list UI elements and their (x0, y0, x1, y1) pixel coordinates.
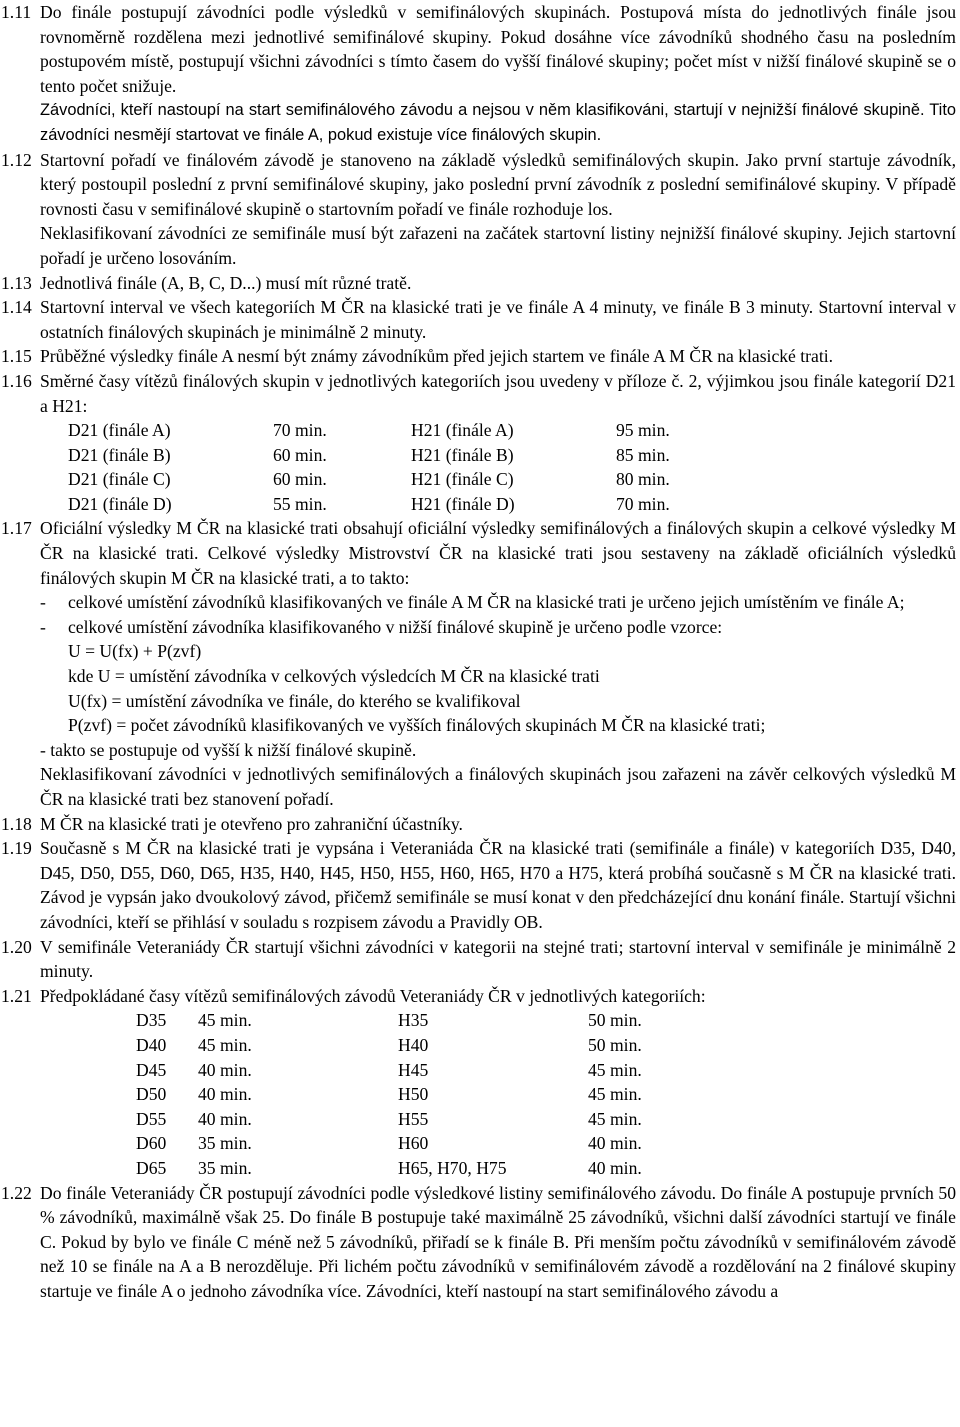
rule-paragraph: Do finále Veteraniády ČR postupují závodníci podle výsledkové listiny semifinálového závodu. Do finále A postupuje prvních 50 % závodníků, maximálně však 25. Do finále B postupuje také maximálně 25 závodníků, všichni další závodníci startují ve finále C. Pokud by bylo ve finále C méně než 5 závodníků, přiřadí se k finále B. Při menším počtu závodníků v semifinálovém závodě než 10 se finále na A a B nerozděluje. Při lichém počtu závodníků v semifinálovém závodě a rozdělování na 2 finálové skupiny startuje ve finále A o jednoho závodníka více. Závodníci, kteří nastoupí na start semifinálového závodu a (40, 1182, 956, 1301)
table-cell: D21 (finále C) (68, 469, 171, 490)
rule-body (40, 935, 960, 984)
table-cell: H21 (finále C) (411, 469, 514, 490)
rule-paragraph: Oficiální výsledky M ČR na klasické trati obsahují oficiální výsledky semifinálových a finálových skupin a celkové výsledky M ČR na klasické trati. Celkové výsledky Mistrovství ČR na klasické trati jsou sestaveny na základě oficiálních výsledků finálových skupin M ČR na klasické trati, a to takto: (40, 518, 956, 588)
rule-paragraph: Průběžné výsledky finále A nesmí být známy závodníkům před jejich startem ve finále A M ČR na klasické trati. (40, 346, 833, 367)
rule-1-19 (0, 836, 960, 934)
rule-1-22 (0, 1181, 960, 1304)
rule-1-17 (0, 516, 960, 811)
rule-1-18 (0, 812, 960, 837)
table-cell: 35 min. (198, 1133, 252, 1154)
table-cell: 60 min. (273, 469, 327, 490)
formula-legend: P(zvf) = počet závodníků klasifikovaných ve vyšších finálových skupinách M ČR na klasické trati; (68, 715, 766, 736)
rule-1-21 (0, 984, 960, 1181)
table-cell: 50 min. (588, 1010, 642, 1031)
rule-number: 1.22 (1, 1182, 32, 1203)
table-cell: H45 (398, 1059, 429, 1080)
rule-number: 1.20 (1, 936, 32, 957)
table-cell: 45 min. (588, 1108, 642, 1129)
rule-body (40, 344, 960, 369)
rule-1-11 (0, 0, 960, 148)
table-cell: H21 (finále B) (411, 444, 514, 465)
table-cell: D21 (finále B) (68, 444, 171, 465)
table-cell: 50 min. (588, 1034, 642, 1055)
rule-body (40, 369, 960, 517)
table-cell: D65 (136, 1157, 167, 1178)
table-cell: H60 (398, 1133, 429, 1154)
table-cell: H50 (398, 1084, 429, 1105)
list-item-text: celkové umístění závodníků klasifikovaných ve finále A M ČR na klasické trati je určeno jejich umístěním ve finále A; (68, 592, 905, 613)
rule-body (40, 0, 960, 148)
rule-body (40, 271, 960, 296)
table-cell: 40 min. (198, 1108, 252, 1129)
rule-paragraph: Do finále postupují závodníci podle výsledků v semifinálových skupinách. Postupová místa do jednotlivých finále jsou rovnoměrně rozdělena mezi jednotlivé semifinálové skupiny. Pokud dosáhne více závodníků shodného času na posledním postupovém místě, postupují všichni závodníci s tímto časem do vyšší finálové skupiny; počet míst v nižší finálové skupině se o tento počet snižuje. (40, 2, 956, 96)
rule-body (40, 295, 960, 344)
rule-paragraph: Jednotlivá finále (A, B, C, D...) musí mít různé tratě. (40, 272, 412, 293)
rule-paragraph: Směrné časy vítězů finálových skupin v jednotlivých kategoriích jsou uvedeny v příloze č. 2, výjimkou jsou finále kategorií D21 a H21: (40, 370, 956, 416)
table-cell: 40 min. (588, 1157, 642, 1178)
table-cell: 45 min. (588, 1059, 642, 1080)
dash-bullet: - (40, 616, 46, 637)
table-cell: D60 (136, 1133, 167, 1154)
table-cell: 95 min. (616, 420, 670, 441)
rule-number: 1.12 (1, 149, 32, 170)
rule-number: 1.15 (1, 346, 32, 367)
rule-paragraph: V semifinále Veteraniády ČR startují všichni závodníci v kategorii na stejné trati; startovní interval v semifinále je minimálně 2 minuty. (40, 936, 956, 982)
rule-paragraph: Startovní interval ve všech kategoriích M ČR na klasické trati je ve finále A 4 minuty, ve finále B 3 minuty. Startovní interval v ostatních finálových skupinách je minimálně 2 minuty. (40, 297, 956, 342)
table-cell: H35 (398, 1010, 429, 1031)
rule-body (40, 836, 960, 934)
formula-legend: U(fx) = umístění závodníka ve finále, do kterého se kvalifikoval (68, 690, 521, 711)
table-cell: 40 min. (198, 1059, 252, 1080)
formula-legend: kde U = umístění závodníka v celkových výsledcích M ČR na klasické trati (68, 666, 600, 687)
table-cell: H55 (398, 1108, 429, 1129)
rule-number: 1.19 (1, 838, 32, 859)
table-cell: 70 min. (616, 493, 670, 514)
table-cell: D55 (136, 1108, 167, 1129)
rule-paragraph: Současně s M ČR na klasické trati je vypsána i Veteraniáda ČR na klasické trati (semifinále a finále) v kategoriích D35, D40, D45, D50, D55, D60, D65, H35, H40, H45, H50, H55, H60, H65, H70 a H75, která probíhá současně s M ČR na klasické trati. Závod je vypsán jako dvoukolový závod, přičemž semifinále se musí konat v den předcházející dnu konání finále. Startují všichni závodníci, kteří se přihlásí v souladu s rozpisem závodu a Pravidly OB. (40, 838, 956, 932)
rule-1-12 (0, 148, 960, 271)
table-cell: H65, H70, H75 (398, 1157, 507, 1178)
table-cell: D50 (136, 1084, 167, 1105)
rule-paragraph: Startovní pořadí ve finálovém závodě je stanoveno na základě výsledků semifinálových skupin. Jako první startuje závodník, který postoupil poslední z první semifinálové skupiny, jako poslední první závodník z poslední semifinálové skupiny. V případě rovnosti času v semifinálové skupině o startovním pořadí ve finále rozhoduje los. (40, 149, 956, 219)
rule-number: 1.14 (1, 297, 32, 318)
rule-paragraph: Předpokládané časy vítězů semifinálových závodů Veteraniády ČR v jednotlivých kategoriích: (40, 985, 706, 1006)
list-item (40, 615, 956, 640)
formula: U = U(fx) + P(zvf) (68, 641, 202, 662)
rule-number: 1.11 (1, 2, 32, 22)
rule-1-14 (0, 295, 960, 344)
rule-number: 1.16 (1, 370, 32, 391)
list-item (40, 590, 956, 615)
table-cell: D45 (136, 1059, 167, 1080)
rule-number: 1.17 (1, 518, 32, 539)
table-cell: 45 min. (588, 1084, 642, 1105)
rule-1-15 (0, 344, 960, 369)
rule-1-16 (0, 369, 960, 517)
table-cell: H21 (finále A) (411, 420, 514, 441)
rule-1-20 (0, 935, 960, 984)
table-cell: 40 min. (198, 1084, 252, 1105)
rule-body (40, 1181, 960, 1304)
veteran-times-table (40, 1008, 956, 1180)
table-cell: 70 min. (273, 420, 327, 441)
table-cell: 35 min. (198, 1157, 252, 1178)
list-item-text: celkové umístění závodníka klasifikovaného v nižší finálové skupině je určeno podle vzorce: (68, 616, 723, 637)
rule-body (40, 148, 960, 271)
rule-number: 1.18 (1, 813, 32, 834)
rule-body (40, 812, 960, 837)
table-cell: D21 (finále D) (68, 493, 172, 514)
rule-body (40, 516, 960, 811)
table-cell: 55 min. (273, 493, 327, 514)
table-cell: 80 min. (616, 469, 670, 490)
table-cell: H21 (finále D) (411, 493, 515, 514)
rule-number: 1.13 (1, 272, 32, 293)
dash-bullet: - (40, 592, 46, 613)
rule-paragraph: Neklasifikovaní závodníci v jednotlivých semifinálových a finálových skupinách jsou zařazeni na závěr celkových výsledků M ČR na klasické trati bez stanovení pořadí. (40, 764, 956, 809)
table-cell: D40 (136, 1034, 167, 1055)
table-cell: 85 min. (616, 444, 670, 465)
rule-paragraph: Neklasifikovaní závodníci ze semifinále musí být zařazeni na začátek startovní listiny nejnižší finálové skupiny. Jejich startovní pořadí je určeno losováním. (40, 223, 956, 268)
table-cell: H40 (398, 1034, 429, 1055)
winner-times-table-d21-h21 (40, 418, 956, 516)
rule-paragraph: M ČR na klasické trati je otevřeno pro zahraniční účastníky. (40, 813, 463, 834)
rule-paragraph: Závodníci, kteří nastoupí na start semifinálového závodu a nejsou v něm klasifikováni, startují v nejnižší finálové skupině. Tito závodníci nesmějí startovat ve finále A, pokud existuje více finálových skupin. (40, 101, 956, 144)
rule-body (40, 984, 960, 1181)
rule-paragraph: - takto se postupuje od vyšší k nižší finálové skupině. (40, 739, 417, 760)
table-cell: D21 (finále A) (68, 420, 171, 441)
table-cell: 40 min. (588, 1133, 642, 1154)
table-cell: 45 min. (198, 1034, 252, 1055)
table-cell: D35 (136, 1010, 167, 1031)
table-cell: 45 min. (198, 1010, 252, 1031)
rule-number: 1.21 (1, 985, 32, 1006)
table-cell: 60 min. (273, 444, 327, 465)
rule-1-13 (0, 271, 960, 296)
